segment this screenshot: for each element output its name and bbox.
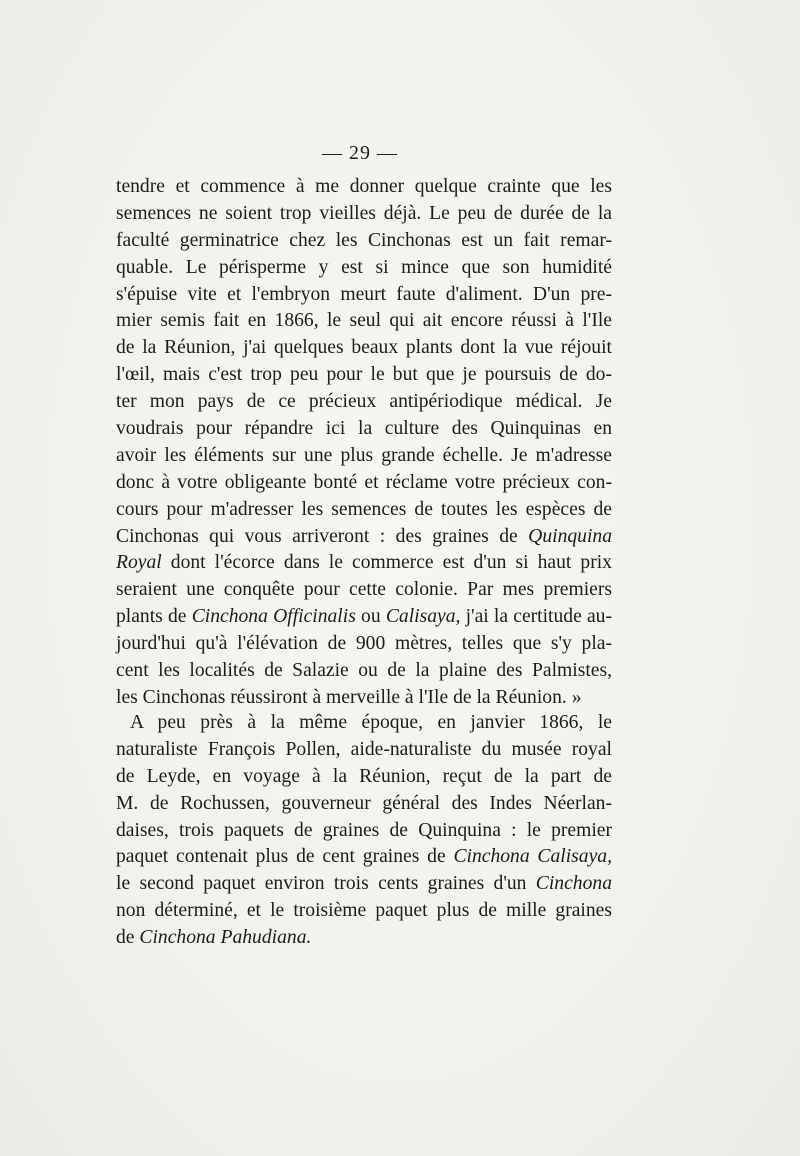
text-line <box>116 228 612 255</box>
text-line <box>116 577 612 604</box>
text-segment: l'œil, mais c'est trop peu pour le but que je poursuis de do- <box>116 364 612 386</box>
text-segment: paquet contenait plus de cent graines de <box>116 846 454 868</box>
text-segment: le second paquet environ trois cents graines d'un <box>116 873 536 895</box>
body-paragraph <box>116 710 612 952</box>
text-line <box>116 658 612 685</box>
text-line <box>116 631 612 658</box>
text-segment: les Cinchonas réussiront à merveille à l'Ile de la Réunion. » <box>116 686 582 708</box>
text-segment: semences ne soient trop vieilles déjà. Le peu de durée de la <box>116 202 612 224</box>
text-line <box>116 710 612 737</box>
text-segment: de la Réunion, j'ai quelques beaux plants dont la vue réjouit <box>116 337 612 359</box>
italic-segment: Calisaya, <box>385 606 461 628</box>
quoted-letter <box>116 174 612 712</box>
text-line <box>116 685 612 712</box>
text-line <box>116 255 612 282</box>
text-segment: s'épuise vite et l'embryon meurt faute d'aliment. D'un pre- <box>116 283 612 305</box>
text-line <box>116 497 612 524</box>
italic-segment: Cinchona Officinalis <box>191 606 356 628</box>
text-line <box>116 308 612 335</box>
text-segment: seraient une conquête pour cette colonie. Par mes premiers <box>116 579 612 601</box>
text-segment: quable. Le périsperme y est si mince que son humidité <box>116 256 612 278</box>
text-line <box>116 871 612 898</box>
text-segment: cent les localités de Salazie ou de la plaine des Palmistes, <box>116 660 612 682</box>
text-line <box>116 737 612 764</box>
text-line <box>116 818 612 845</box>
italic-segment: Cinchona Calisaya, <box>453 846 612 868</box>
text-segment: A peu près à la même époque, en janvier 1866, le <box>130 712 612 733</box>
text-segment: jourd'hui qu'à l'élévation de 900 mètres, telles que s'y pla- <box>116 633 612 655</box>
text-segment: cours pour m'adresser les semences de toutes les espèces de <box>116 498 612 520</box>
text-line <box>116 201 612 228</box>
text-segment: de Leyde, en voyage à la Réunion, reçut de la part de <box>116 765 612 787</box>
text-line <box>116 791 612 818</box>
italic-segment: Cinchona Pahudiana. <box>139 927 312 949</box>
text-line <box>116 764 612 791</box>
text-line <box>116 174 612 201</box>
text-segment: voudrais pour répandre ici la culture des Quinquinas en <box>116 418 612 440</box>
text-segment: dont l'écorce dans le commerce est d'un si haut prix <box>161 552 612 574</box>
text-line <box>116 898 612 925</box>
text-line <box>116 550 612 577</box>
text-segment: ou <box>355 606 386 628</box>
italic-segment: Royal <box>116 552 162 574</box>
text-line <box>116 604 612 631</box>
text-segment: donc à votre obligeante bonté et réclame votre précieux con- <box>116 471 612 493</box>
text-segment: de <box>116 927 140 949</box>
text-line <box>116 524 612 551</box>
text-segment: j'ai la certitude au- <box>460 606 613 628</box>
text-line <box>116 925 612 952</box>
text-line <box>116 282 612 309</box>
text-segment: M. de Rochussen, gouverneur général des Indes Néerlan- <box>116 792 612 814</box>
text-line <box>116 416 612 443</box>
text-segment: faculté germinatrice chez les Cinchonas est un fait remar- <box>116 229 612 251</box>
text-segment: avoir les éléments sur une plus grande échelle. Je m'adresse <box>116 444 612 466</box>
text-segment: naturaliste François Pollen, aide-naturaliste du musée royal <box>116 738 612 760</box>
text-line <box>116 389 612 416</box>
italic-segment: Cinchona <box>535 873 612 895</box>
text-segment: non déterminé, et le troisième paquet plus de mille graines <box>116 900 612 922</box>
text-segment: ter mon pays de ce précieux antipériodique médical. Je <box>116 391 612 413</box>
text-line <box>116 443 612 470</box>
text-segment: daises, trois paquets de graines de Quinquina : le premier <box>116 819 612 841</box>
text-line <box>116 470 612 497</box>
text-segment: Cinchonas qui vous arriveront : des graines de <box>116 525 529 547</box>
text-line <box>116 335 612 362</box>
page-number: — 29 — <box>322 142 398 164</box>
text-segment: plants de <box>116 606 192 628</box>
text-line <box>116 362 612 389</box>
italic-segment: Quinquina <box>528 525 612 547</box>
text-segment: tendre et commence à me donner quelque crainte que les <box>116 176 612 197</box>
text-segment: mier semis fait en 1866, le seul qui ait encore réussi à l'Ile <box>116 310 612 332</box>
text-line <box>116 844 612 871</box>
